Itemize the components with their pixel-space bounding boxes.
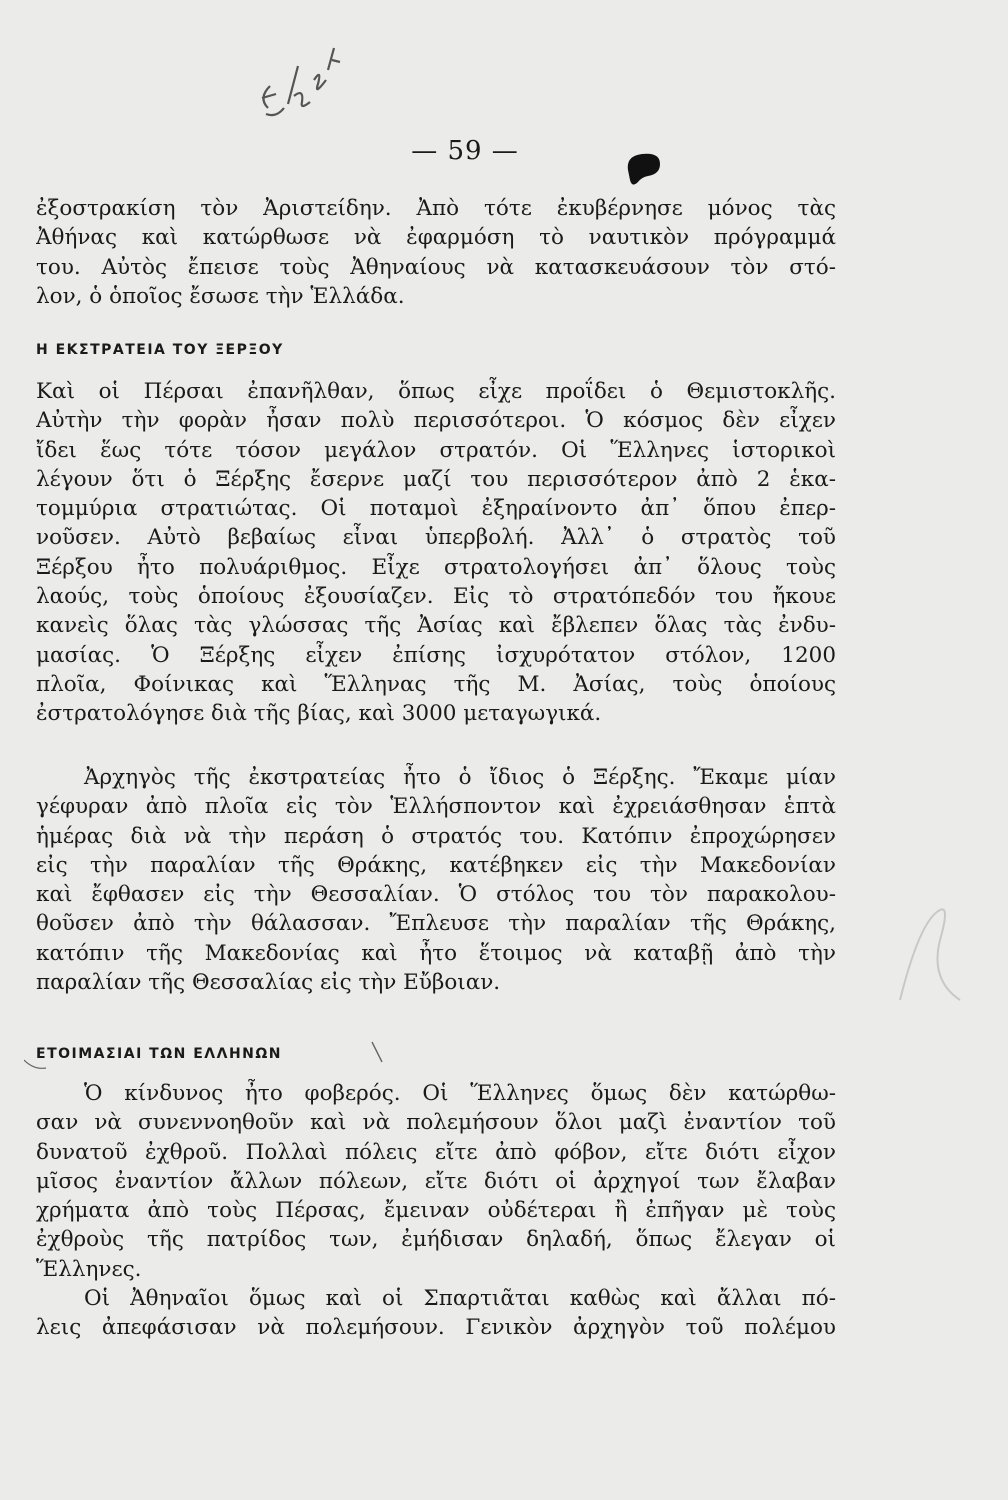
text-line: Οἱ Ἀθηναῖοι ὅμως καὶ οἱ Σπαρτιᾶται καθὼς καὶ ἄλλαι πό-: [84, 1286, 836, 1311]
section-heading-preparations: ΕΤΟΙΜΑΣΙΑΙ ΤΩΝ ΕΛΛΗΝΩΝ: [36, 1046, 283, 1062]
text-line: παραλίαν τῆς Θεσσαλίας εἰς τὴν Εὔβοιαν.: [36, 970, 501, 996]
section-heading-xerxes: Η ΕΚΣΤΡΑΤΕΙΑ ΤΟΥ ΞΕΡΞΟΥ: [36, 342, 284, 358]
text-line: ἐχθροὺς τῆς πατρίδος των, ἐμήδισαν δηλαδή, ὅπως ἔλεγαν οἱ: [36, 1227, 836, 1253]
text-line: μασίας. Ὁ Ξέρξης εἶχεν ἐπίσης ἰσχυρότατον στόλον, 1200: [36, 642, 836, 668]
paragraph-1: [36, 194, 836, 311]
paragraph-3: [36, 763, 836, 997]
text-line: λεις ἀπεφάσισαν νὰ πολεμήσουν. Γενικὸν ἀρχηγὸν τοῦ πολέμου: [36, 1315, 836, 1341]
text-line: κανεὶς ὅλας τὰς γλώσσας τῆς Ἀσίας καὶ ἔβλεπεν ὅλας τὰς ἐνδυ-: [36, 613, 836, 639]
text-line: λέγουν ὅτι ὁ Ξέρξης ἔσερνε μαζί του περισσότερον ἀπὸ 2 ἑκα-: [36, 466, 836, 492]
text-line: του. Αὐτὸς ἔπεισε τοὺς Ἀθηναίους νὰ κατασκευάσουν τὸν στό-: [36, 254, 836, 280]
text-line: λαούς, τοὺς ὁποίους ἐξουσίαζεν. Εἰς τὸ στρατόπεδόν του ἤκουε: [36, 584, 836, 610]
text-line: καὶ ἔφθασεν εἰς τὴν Θεσσαλίαν. Ὁ στόλος του τὸν παρακολου-: [36, 882, 836, 908]
text-line: χρήματα ἀπὸ τοὺς Πέρσας, ἔμειναν οὐδέτεραι ἢ ἐπῆγαν μὲ τοὺς: [36, 1198, 836, 1224]
text-line: μῖσος ἐναντίον ἄλλων πόλεων, εἴτε διότι οἱ ἀρχηγοί των ἔλαβαν: [36, 1168, 836, 1194]
text-line: ἡμέρας διὰ νὰ τὴν περάση ὁ στρατός του. Κατόπιν ἐπροχώρησεν: [36, 823, 836, 849]
text-line: ἴδει ἕως τότε τόσον μεγάλον στρατόν. Οἱ Ἕλληνες ἱστορικοὶ: [36, 437, 836, 463]
text-line: σαν νὰ συνεννοηθοῦν καὶ νὰ πολεμήσουν ὅλοι μαζὶ ἐναντίον τοῦ: [36, 1110, 836, 1136]
text-line: Καὶ οἱ Πέρσαι ἐπανῆλθαν, ὅπως εἶχε προΐδει ὁ Θεμιστοκλῆς.: [36, 379, 836, 404]
text-line: λον, ὁ ὁποῖος ἔσωσε τὴν Ἑλλάδα.: [36, 283, 405, 309]
text-line: νοῦσεν. Αὐτὸ βεβαίως εἶναι ὑπερβολή. Ἀλλ᾽ ὁ στρατὸς τοῦ: [36, 525, 836, 551]
text-line: θοῦσεν ἀπὸ τὴν θάλασσαν. Ἔπλευσε τὴν παραλίαν τῆς Θράκης,: [36, 911, 836, 937]
handwritten-note: [240, 40, 380, 150]
text-line: κατόπιν τῆς Μακεδονίας καὶ ἦτο ἕτοιμος νὰ καταβῇ ἀπὸ τὴν: [36, 940, 836, 966]
text-line: ἐστρατολόγησε διὰ τῆς βίας, καὶ 3000 μεταγωγικά.: [36, 701, 602, 727]
text-line: ἐξοστρακίση τὸν Ἀριστείδην. Ἀπὸ τότε ἐκυβέρνησε μόνος τὰς: [36, 196, 836, 221]
text-line: Ὁ κίνδυνος ἦτο φοβερός. Οἱ Ἕλληνες ὅμως δὲν κατώρθω-: [84, 1081, 836, 1106]
text-line: Ἀρχηγὸς τῆς ἐκστρατείας ἦτο ὁ ἴδιος ὁ Ξέρξης. Ἔκαμε μίαν: [84, 765, 836, 790]
ink-blot: [618, 150, 662, 186]
text-line: Ἕλληνες.: [36, 1256, 142, 1282]
text-line: Ἀθήνας καὶ κατώρθωσε νὰ ἐφαρμόση τὸ ναυτικὸν πρόγραμμά: [36, 225, 836, 251]
paragraph-5: [36, 1284, 836, 1343]
faint-pencil-mark: [880, 900, 980, 1020]
text-line: γέφυραν ἀπὸ πλοῖα εἰς τὸν Ἑλλήσποντον καὶ ἐχρειάσθησαν ἑπτὰ: [36, 794, 836, 820]
text-line: εἰς τὴν παραλίαν τῆς Θράκης, κατέβηκεν εἰς τὴν Μακεδονίαν: [36, 852, 836, 878]
paragraph-4: [36, 1079, 836, 1284]
paragraph-2: [36, 377, 836, 729]
margin-pencil-marks: [24, 1040, 424, 1080]
text-line: Ξέρξου ἦτο πολυάριθμος. Εἶχε στρατολογήσει ἀπ᾽ ὅλους τοὺς: [36, 554, 836, 580]
page-number: — 59 —: [411, 136, 519, 166]
text-line: δυνατοῦ ἐχθροῦ. Πολλαὶ πόλεις εἴτε ἀπὸ φόβον, εἴτε διότι εἶχον: [36, 1139, 836, 1165]
text-line: Αὐτὴν τὴν φορὰν ἦσαν πολὺ περισσότεροι. Ὁ κόσμος δὲν εἶχεν: [36, 408, 836, 434]
text-line: πλοῖα, Φοίνικας καὶ Ἕλληνας τῆς Μ. Ἀσίας, τοὺς ὁποίους: [36, 671, 836, 697]
text-line: τομμύρια στρατιώτας. Οἱ ποταμοὶ ἐξηραίνοντο ἀπ᾽ ὅπου ἐπερ-: [36, 496, 836, 522]
